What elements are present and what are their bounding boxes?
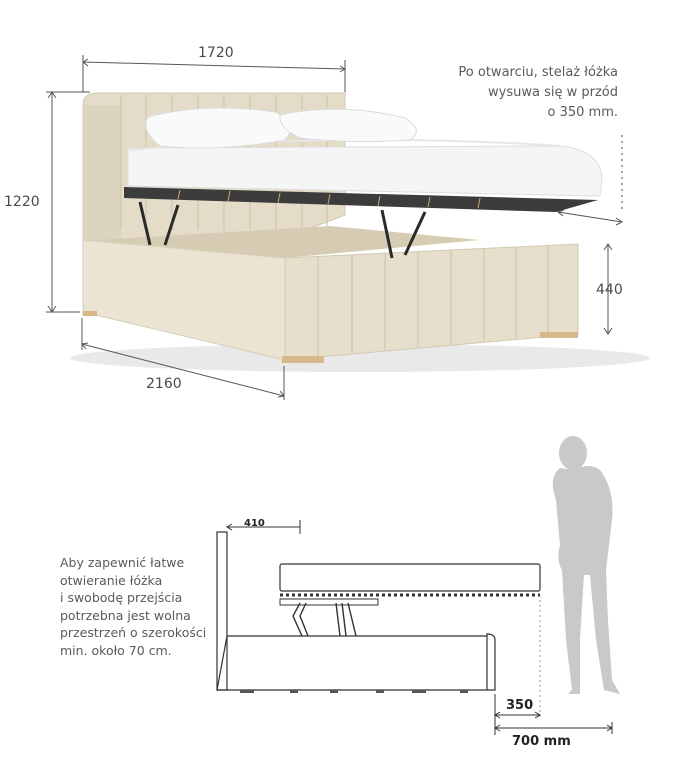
bottom-note-line: i swobodę przejścia	[60, 590, 183, 605]
dim-length-label: 2160	[146, 376, 182, 392]
slide-arrow	[558, 210, 622, 225]
tech-dim-headboard-label: 410	[244, 518, 265, 529]
dim-height-label: 1220	[4, 194, 40, 210]
bottom-note-line: Aby zapewnić łatwe	[60, 555, 185, 570]
tech-mattress	[280, 564, 540, 591]
top-note-line: Po otwarciu, stelaż łóżka	[458, 65, 618, 80]
pillow-left	[146, 108, 291, 148]
bottom-note-line: przestrzeń o szerokości	[60, 625, 207, 640]
bottom-note-line: potrzebna jest wolna	[60, 607, 191, 623]
foot-front-right	[540, 332, 578, 338]
bed-base-front	[285, 244, 578, 360]
person-silhouette	[553, 436, 620, 694]
bottom-note-line: otwieranie łóżka	[60, 572, 163, 588]
bed-base-side	[83, 240, 285, 360]
foot-back-left	[83, 311, 97, 316]
top-note-line: wysuwa się w przód	[488, 85, 618, 100]
tech-dim-clearance-label: 700 mm	[512, 734, 571, 749]
tech-base	[217, 634, 495, 690]
bottom-note-line: min. około 70 cm.	[60, 642, 172, 658]
tech-dim-slide-label: 350	[506, 698, 534, 713]
tech-lift-arms	[293, 603, 356, 636]
tech-dim-700	[495, 722, 612, 734]
dim-bed-height-label: 440	[596, 282, 623, 298]
foot-front-left	[282, 356, 324, 363]
top-note-line: o 350 mm.	[547, 105, 618, 120]
dim-width-label: 1720	[198, 45, 234, 61]
bottom-note	[60, 554, 230, 659]
top-note	[378, 63, 618, 123]
